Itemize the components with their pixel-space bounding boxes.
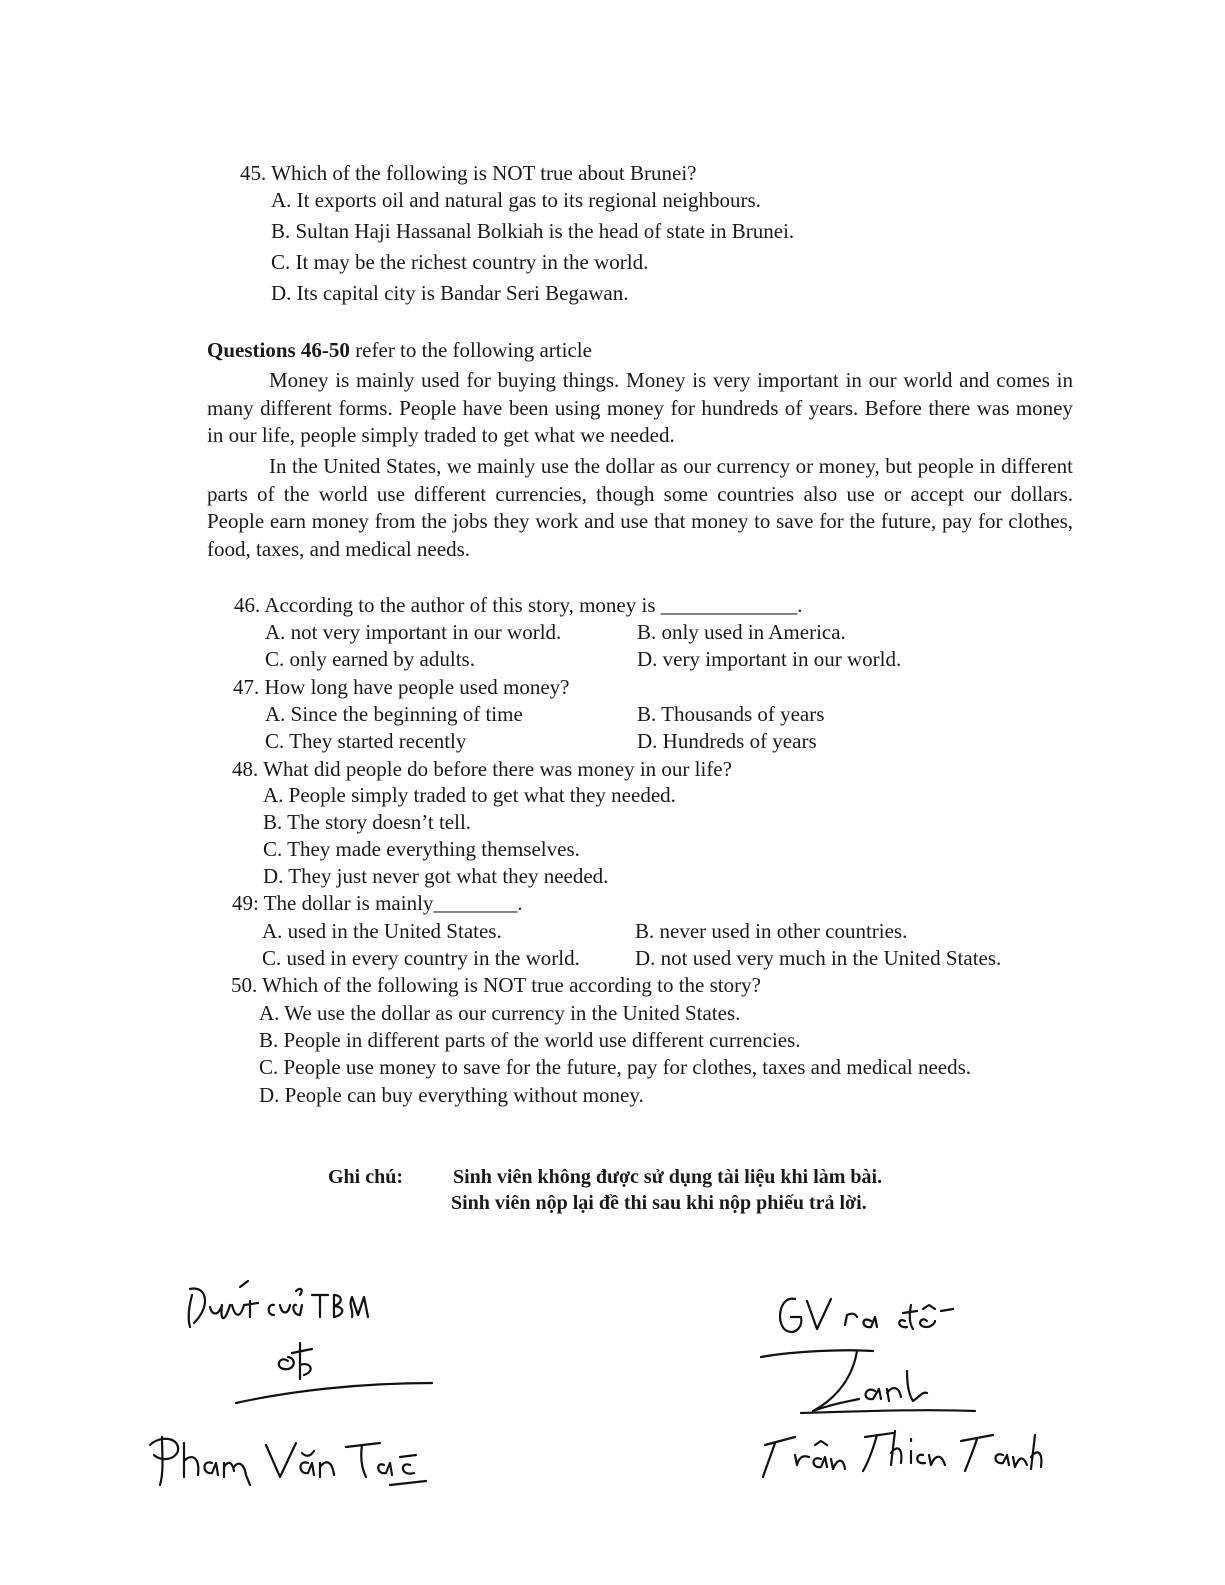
- question-45-text: 45. Which of the following is NOT true about Brunei?: [240, 161, 697, 185]
- q50-option-b: B. People in different parts of the world use different currencies.: [259, 1028, 801, 1052]
- q46-option-a: A. not very important in our world.: [265, 620, 562, 644]
- author-signature-right: [755, 1285, 1045, 1505]
- q48-option-d: D. They just never got what they needed.: [263, 864, 609, 888]
- note-label: Ghi chú:: [328, 1166, 404, 1188]
- q45-option-c: C. It may be the richest country in the world.: [271, 250, 649, 274]
- article-paragraph-2: In the United States, we mainly use the dollar as our currency or money, but people in different parts of the world use different currencies, though some countries also use or accept our dollars. People earn money from the jobs they work and use that money to save for the future, pay for clothes, food, taxes, and medical needs.: [207, 454, 1073, 561]
- q45-option-d: D. Its capital city is Bandar Seri Begawan.: [271, 281, 629, 305]
- q45-option-b: B. Sultan Haji Hassanal Bolkiah is the head of state in Brunei.: [271, 219, 795, 243]
- q46-option-c: C. only earned by adults.: [265, 647, 475, 671]
- q48-option-a: A. People simply traded to get what they needed.: [263, 783, 676, 807]
- article-heading-bold: Questions 46-50: [207, 338, 350, 362]
- q47-option-d: D. Hundreds of years: [637, 729, 817, 753]
- question-49-text: 49: The dollar is mainly________.: [232, 891, 523, 915]
- article-paragraph-1: Money is mainly used for buying things. Money is very important in our world and comes in many different forms. People have been using money for hundreds of years. Before there was money in our life, people simply traded to get what we needed.: [207, 368, 1073, 447]
- q47-option-c: C. They started recently: [265, 729, 467, 753]
- q46-option-d: D. very important in our world.: [637, 647, 902, 671]
- q48-option-b: B. The story doesn’t tell.: [263, 810, 472, 834]
- q50-option-c: C. People use money to save for the future, pay for clothes, taxes and medical needs.: [259, 1055, 972, 1079]
- question-47-text: 47. How long have people used money?: [233, 675, 570, 699]
- q46-option-b: B. only used in America.: [637, 620, 846, 644]
- q49-option-a: A. used in the United States.: [262, 919, 502, 943]
- q49-option-c: C. used in every country in the world.: [262, 946, 580, 970]
- question-46-text: 46. According to the author of this story, money is _____________.: [234, 593, 803, 617]
- q50-option-a: A. We use the dollar as our currency in the United States.: [259, 1001, 741, 1025]
- q47-option-a: A. Since the beginning of time: [265, 702, 523, 726]
- note-line-1: Sinh viên không được sử dụng tài liệu khi làm bài.: [453, 1166, 883, 1188]
- q49-option-b: B. never used in other countries.: [635, 919, 908, 943]
- q49-option-d: D. not used very much in the United States.: [635, 946, 1002, 970]
- approval-signature-left: [140, 1275, 450, 1505]
- question-50-text: 50. Which of the following is NOT true according to the story?: [231, 973, 761, 997]
- note-line-2: Sinh viên nộp lại đề thi sau khi nộp phiếu trả lời.: [451, 1192, 867, 1214]
- q45-option-a: A. It exports oil and natural gas to its regional neighbours.: [271, 188, 761, 212]
- article-heading: [207, 337, 592, 364]
- q48-option-c: C. They made everything themselves.: [263, 837, 580, 861]
- q47-option-b: B. Thousands of years: [637, 702, 825, 726]
- article-heading-rest: refer to the following article: [349, 338, 592, 362]
- question-48-text: 48. What did people do before there was money in our life?: [232, 757, 732, 781]
- q50-option-d: D. People can buy everything without money.: [259, 1083, 644, 1107]
